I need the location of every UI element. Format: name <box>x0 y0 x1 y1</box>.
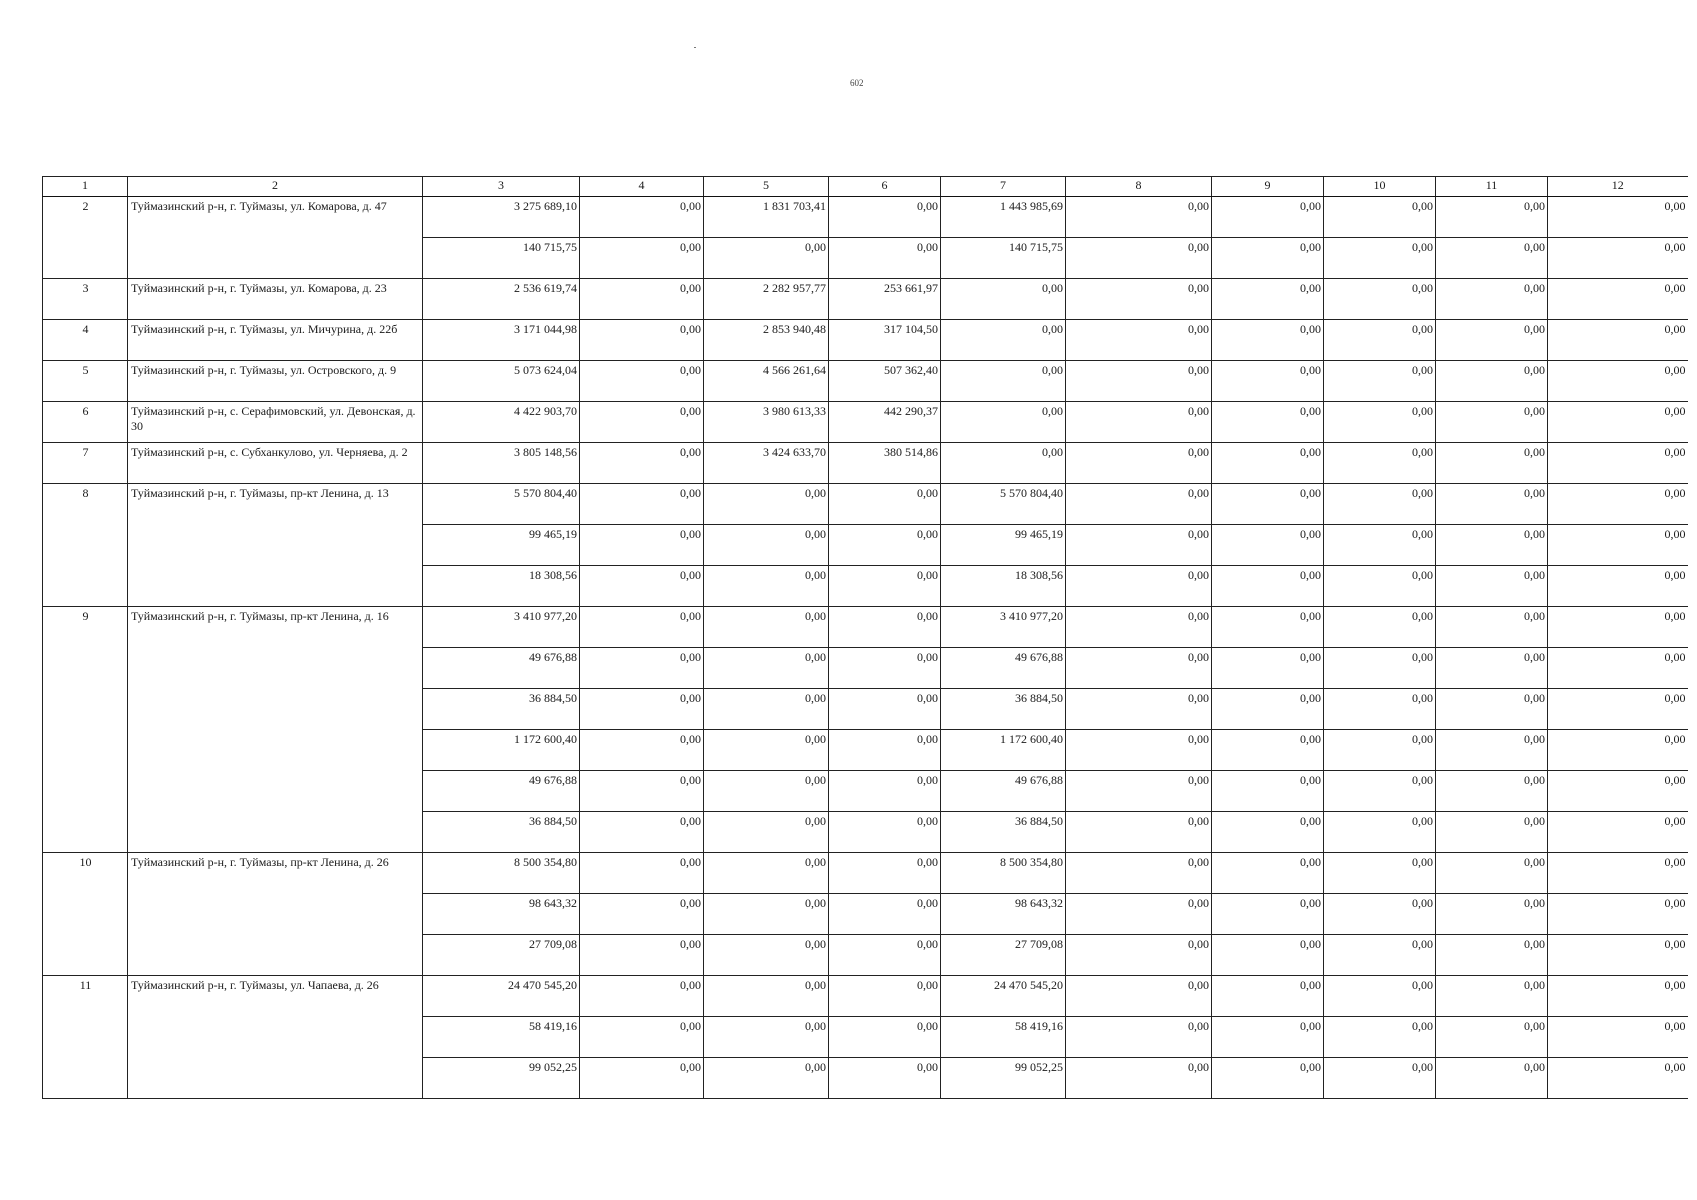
value-cell: 0,00 <box>1548 648 1688 689</box>
value-cell: 0,00 <box>829 894 941 935</box>
value-cell: 0,00 <box>1212 361 1324 402</box>
column-header: 12 <box>1548 177 1688 197</box>
value-cell: 0,00 <box>580 894 704 935</box>
value-cell: 0,00 <box>1212 771 1324 812</box>
value-cell: 0,00 <box>1324 935 1436 976</box>
value-cell: 0,00 <box>580 976 704 1017</box>
value-cell: 0,00 <box>704 566 829 607</box>
value-cell: 0,00 <box>580 443 704 484</box>
value-cell: 0,00 <box>1212 730 1324 771</box>
value-cell: 99 052,25 <box>941 1058 1066 1099</box>
value-cell: 0,00 <box>1548 525 1688 566</box>
value-cell: 36 884,50 <box>941 812 1066 853</box>
table-row <box>43 976 1688 1017</box>
value-cell: 1 172 600,40 <box>423 730 580 771</box>
value-cell: 0,00 <box>1212 648 1324 689</box>
row-number-cell: 2 <box>43 197 128 279</box>
value-cell: 0,00 <box>1436 812 1548 853</box>
value-cell: 0,00 <box>1548 894 1688 935</box>
column-header: 1 <box>43 177 128 197</box>
value-cell: 0,00 <box>1066 689 1212 730</box>
value-cell: 0,00 <box>1324 566 1436 607</box>
value-cell: 0,00 <box>1212 935 1324 976</box>
value-cell: 140 715,75 <box>941 238 1066 279</box>
value-cell: 58 419,16 <box>941 1017 1066 1058</box>
value-cell: 0,00 <box>1548 1058 1688 1099</box>
value-cell: 0,00 <box>941 320 1066 361</box>
value-cell: 0,00 <box>1436 484 1548 525</box>
value-cell: 0,00 <box>1066 279 1212 320</box>
value-cell: 98 643,32 <box>423 894 580 935</box>
value-cell: 0,00 <box>1324 894 1436 935</box>
value-cell: 0,00 <box>1212 1017 1324 1058</box>
value-cell: 0,00 <box>1436 1058 1548 1099</box>
row-number-cell: 11 <box>43 976 128 1099</box>
value-cell: 27 709,08 <box>423 935 580 976</box>
value-cell: 0,00 <box>704 238 829 279</box>
value-cell: 0,00 <box>1324 771 1436 812</box>
value-cell: 0,00 <box>704 894 829 935</box>
value-cell: 0,00 <box>1548 361 1688 402</box>
value-cell: 0,00 <box>704 648 829 689</box>
value-cell: 36 884,50 <box>423 812 580 853</box>
row-number-cell: 9 <box>43 607 128 853</box>
value-cell: 2 282 957,77 <box>704 279 829 320</box>
value-cell: 0,00 <box>1324 525 1436 566</box>
column-header: 4 <box>580 177 704 197</box>
address-cell: Туймазинский р-н, с. Серафимовский, ул. Девонская, д. 30 <box>128 402 423 443</box>
value-cell: 0,00 <box>1324 320 1436 361</box>
column-header: 5 <box>704 177 829 197</box>
value-cell: 0,00 <box>1212 238 1324 279</box>
table-row <box>43 320 1688 361</box>
value-cell: 0,00 <box>1436 566 1548 607</box>
value-cell: 0,00 <box>1436 238 1548 279</box>
value-cell: 99 052,25 <box>423 1058 580 1099</box>
row-number-cell: 10 <box>43 853 128 976</box>
value-cell: 0,00 <box>1066 935 1212 976</box>
value-cell: 0,00 <box>1436 730 1548 771</box>
value-cell: 0,00 <box>1066 197 1212 238</box>
value-cell: 0,00 <box>1548 484 1688 525</box>
column-header: 8 <box>1066 177 1212 197</box>
row-number-cell: 7 <box>43 443 128 484</box>
value-cell: 0,00 <box>1548 771 1688 812</box>
value-cell: 3 980 613,33 <box>704 402 829 443</box>
value-cell: 0,00 <box>1436 689 1548 730</box>
value-cell: 0,00 <box>1436 976 1548 1017</box>
value-cell: 0,00 <box>1548 812 1688 853</box>
value-cell: 0,00 <box>1324 238 1436 279</box>
value-cell: 0,00 <box>1324 197 1436 238</box>
value-cell: 0,00 <box>829 197 941 238</box>
value-cell: 0,00 <box>1324 443 1436 484</box>
value-cell: 99 465,19 <box>423 525 580 566</box>
value-cell: 49 676,88 <box>941 771 1066 812</box>
value-cell: 0,00 <box>941 279 1066 320</box>
value-cell: 0,00 <box>1548 607 1688 648</box>
table-row <box>43 197 1688 238</box>
value-cell: 1 172 600,40 <box>941 730 1066 771</box>
value-cell: 0,00 <box>704 976 829 1017</box>
value-cell: 0,00 <box>1324 279 1436 320</box>
value-cell: 0,00 <box>1324 730 1436 771</box>
value-cell: 0,00 <box>1436 853 1548 894</box>
value-cell: 0,00 <box>829 525 941 566</box>
value-cell: 2 853 940,48 <box>704 320 829 361</box>
value-cell: 36 884,50 <box>941 689 1066 730</box>
value-cell: 0,00 <box>829 648 941 689</box>
value-cell: 1 831 703,41 <box>704 197 829 238</box>
value-cell: 0,00 <box>1066 607 1212 648</box>
value-cell: 0,00 <box>1548 279 1688 320</box>
value-cell: 0,00 <box>580 484 704 525</box>
value-cell: 0,00 <box>1324 402 1436 443</box>
value-cell: 0,00 <box>580 607 704 648</box>
value-cell: 2 536 619,74 <box>423 279 580 320</box>
value-cell: 3 410 977,20 <box>941 607 1066 648</box>
value-cell: 0,00 <box>1066 976 1212 1017</box>
row-number-cell: 4 <box>43 320 128 361</box>
value-cell: 0,00 <box>1212 894 1324 935</box>
value-cell: 3 171 044,98 <box>423 320 580 361</box>
value-cell: 0,00 <box>704 771 829 812</box>
value-cell: 0,00 <box>829 812 941 853</box>
value-cell: 0,00 <box>704 1017 829 1058</box>
value-cell: 0,00 <box>829 730 941 771</box>
value-cell: 0,00 <box>1436 894 1548 935</box>
value-cell: 4 566 261,64 <box>704 361 829 402</box>
table-row <box>43 443 1688 484</box>
value-cell: 98 643,32 <box>941 894 1066 935</box>
value-cell: 380 514,86 <box>829 443 941 484</box>
value-cell: 24 470 545,20 <box>941 976 1066 1017</box>
value-cell: 0,00 <box>580 1058 704 1099</box>
value-cell: 0,00 <box>1066 648 1212 689</box>
value-cell: 0,00 <box>1548 689 1688 730</box>
value-cell: 0,00 <box>1212 689 1324 730</box>
value-cell: 0,00 <box>1212 976 1324 1017</box>
value-cell: 0,00 <box>1066 1017 1212 1058</box>
value-cell: 0,00 <box>704 730 829 771</box>
value-cell: 0,00 <box>1436 443 1548 484</box>
column-header: 11 <box>1436 177 1548 197</box>
value-cell: 0,00 <box>1436 771 1548 812</box>
value-cell: 0,00 <box>580 525 704 566</box>
value-cell: 3 410 977,20 <box>423 607 580 648</box>
value-cell: 0,00 <box>1436 607 1548 648</box>
value-cell: 0,00 <box>580 566 704 607</box>
value-cell: 0,00 <box>829 1017 941 1058</box>
table-row <box>43 607 1688 648</box>
table-row <box>43 484 1688 525</box>
value-cell: 0,00 <box>1436 279 1548 320</box>
value-cell: 24 470 545,20 <box>423 976 580 1017</box>
value-cell: 0,00 <box>1212 443 1324 484</box>
value-cell: 0,00 <box>829 607 941 648</box>
value-cell: 140 715,75 <box>423 238 580 279</box>
value-cell: 0,00 <box>829 853 941 894</box>
value-cell: 0,00 <box>1066 771 1212 812</box>
page-number: 602 <box>850 78 864 88</box>
value-cell: 0,00 <box>1324 812 1436 853</box>
value-cell: 49 676,88 <box>423 771 580 812</box>
address-cell: Туймазинский р-н, г. Туймазы, ул. Мичурина, д. 22б <box>128 320 423 361</box>
value-cell: 0,00 <box>1212 525 1324 566</box>
value-cell: 0,00 <box>580 689 704 730</box>
column-header: 3 <box>423 177 580 197</box>
value-cell: 0,00 <box>1066 484 1212 525</box>
value-cell: 36 884,50 <box>423 689 580 730</box>
column-header: 10 <box>1324 177 1436 197</box>
value-cell: 0,00 <box>704 525 829 566</box>
value-cell: 0,00 <box>1212 566 1324 607</box>
value-cell: 0,00 <box>1212 402 1324 443</box>
table-row <box>43 279 1688 320</box>
value-cell: 0,00 <box>580 402 704 443</box>
value-cell: 0,00 <box>941 443 1066 484</box>
value-cell: 0,00 <box>829 484 941 525</box>
value-cell: 0,00 <box>1548 320 1688 361</box>
table-row <box>43 853 1688 894</box>
address-cell: Туймазинский р-н, г. Туймазы, пр-кт Ленина, д. 26 <box>128 853 423 976</box>
column-header: 7 <box>941 177 1066 197</box>
value-cell: 0,00 <box>704 812 829 853</box>
value-cell: 0,00 <box>580 279 704 320</box>
value-cell: 0,00 <box>1548 1017 1688 1058</box>
value-cell: 0,00 <box>1212 1058 1324 1099</box>
value-cell: 0,00 <box>1548 976 1688 1017</box>
value-cell: 8 500 354,80 <box>941 853 1066 894</box>
value-cell: 0,00 <box>1066 853 1212 894</box>
value-cell: 0,00 <box>829 1058 941 1099</box>
value-cell: 49 676,88 <box>941 648 1066 689</box>
row-number-cell: 8 <box>43 484 128 607</box>
value-cell: 0,00 <box>1436 648 1548 689</box>
row-number-cell: 6 <box>43 402 128 443</box>
value-cell: 27 709,08 <box>941 935 1066 976</box>
value-cell: 0,00 <box>829 935 941 976</box>
address-cell: Туймазинский р-н, г. Туймазы, пр-кт Ленина, д. 13 <box>128 484 423 607</box>
value-cell: 0,00 <box>829 566 941 607</box>
value-cell: 0,00 <box>1212 853 1324 894</box>
column-number-row <box>43 177 1688 197</box>
value-cell: 0,00 <box>704 853 829 894</box>
value-cell: 0,00 <box>1324 361 1436 402</box>
value-cell: 0,00 <box>1066 566 1212 607</box>
value-cell: 0,00 <box>704 484 829 525</box>
value-cell: 0,00 <box>1066 812 1212 853</box>
value-cell: 0,00 <box>1324 484 1436 525</box>
column-header: 6 <box>829 177 941 197</box>
value-cell: 0,00 <box>1548 402 1688 443</box>
value-cell: 3 275 689,10 <box>423 197 580 238</box>
value-cell: 0,00 <box>1548 443 1688 484</box>
value-cell: 0,00 <box>1436 935 1548 976</box>
value-cell: 4 422 903,70 <box>423 402 580 443</box>
value-cell: 0,00 <box>1324 1017 1436 1058</box>
value-cell: 253 661,97 <box>829 279 941 320</box>
column-header: 9 <box>1212 177 1324 197</box>
value-cell: 0,00 <box>829 976 941 1017</box>
value-cell: 0,00 <box>1066 894 1212 935</box>
value-cell: 0,00 <box>1324 1058 1436 1099</box>
value-cell: 0,00 <box>1212 320 1324 361</box>
value-cell: 0,00 <box>580 812 704 853</box>
value-cell: 0,00 <box>1324 853 1436 894</box>
value-cell: 0,00 <box>1548 238 1688 279</box>
value-cell: 0,00 <box>1548 730 1688 771</box>
value-cell: 0,00 <box>1212 197 1324 238</box>
value-cell: 507 362,40 <box>829 361 941 402</box>
value-cell: 0,00 <box>580 648 704 689</box>
value-cell: 0,00 <box>580 853 704 894</box>
value-cell: 0,00 <box>1436 361 1548 402</box>
value-cell: 0,00 <box>1548 853 1688 894</box>
value-cell: 0,00 <box>941 361 1066 402</box>
value-cell: 0,00 <box>1324 689 1436 730</box>
value-cell: 0,00 <box>1212 279 1324 320</box>
value-cell: 0,00 <box>1212 812 1324 853</box>
value-cell: 18 308,56 <box>423 566 580 607</box>
value-cell: 3 424 633,70 <box>704 443 829 484</box>
value-cell: 0,00 <box>1066 238 1212 279</box>
value-cell: 58 419,16 <box>423 1017 580 1058</box>
value-cell: 0,00 <box>829 689 941 730</box>
value-cell: 0,00 <box>580 238 704 279</box>
value-cell: 0,00 <box>1436 402 1548 443</box>
value-cell: 317 104,50 <box>829 320 941 361</box>
value-cell: 0,00 <box>829 771 941 812</box>
value-cell: 0,00 <box>580 935 704 976</box>
value-cell: 0,00 <box>941 402 1066 443</box>
value-cell: 0,00 <box>704 607 829 648</box>
value-cell: 0,00 <box>1548 197 1688 238</box>
value-cell: 0,00 <box>580 197 704 238</box>
value-cell: 99 465,19 <box>941 525 1066 566</box>
value-cell: 0,00 <box>580 730 704 771</box>
value-cell: 0,00 <box>1066 1058 1212 1099</box>
value-cell: 0,00 <box>580 1017 704 1058</box>
value-cell: 0,00 <box>704 689 829 730</box>
value-cell: 0,00 <box>1548 566 1688 607</box>
value-cell: 0,00 <box>1436 197 1548 238</box>
value-cell: 0,00 <box>704 1058 829 1099</box>
scan-speck <box>694 47 696 48</box>
table-row <box>43 402 1688 443</box>
row-number-cell: 5 <box>43 361 128 402</box>
value-cell: 0,00 <box>1066 443 1212 484</box>
row-number-cell: 3 <box>43 279 128 320</box>
value-cell: 0,00 <box>1212 484 1324 525</box>
column-header: 2 <box>128 177 423 197</box>
value-cell: 5 570 804,40 <box>941 484 1066 525</box>
address-cell: Туймазинский р-н, г. Туймазы, ул. Островского, д. 9 <box>128 361 423 402</box>
data-table <box>42 176 1688 1099</box>
value-cell: 0,00 <box>1324 648 1436 689</box>
value-cell: 3 805 148,56 <box>423 443 580 484</box>
value-cell: 49 676,88 <box>423 648 580 689</box>
address-cell: Туймазинский р-н, г. Туймазы, пр-кт Ленина, д. 16 <box>128 607 423 853</box>
value-cell: 0,00 <box>580 771 704 812</box>
value-cell: 0,00 <box>1324 607 1436 648</box>
value-cell: 0,00 <box>1066 320 1212 361</box>
table-row <box>43 361 1688 402</box>
value-cell: 442 290,37 <box>829 402 941 443</box>
value-cell: 0,00 <box>1324 976 1436 1017</box>
value-cell: 0,00 <box>1436 1017 1548 1058</box>
value-cell: 0,00 <box>1436 525 1548 566</box>
value-cell: 0,00 <box>1066 402 1212 443</box>
value-cell: 1 443 985,69 <box>941 197 1066 238</box>
value-cell: 5 073 624,04 <box>423 361 580 402</box>
value-cell: 0,00 <box>580 361 704 402</box>
value-cell: 18 308,56 <box>941 566 1066 607</box>
value-cell: 0,00 <box>704 935 829 976</box>
value-cell: 0,00 <box>1436 320 1548 361</box>
value-cell: 0,00 <box>829 238 941 279</box>
address-cell: Туймазинский р-н, г. Туймазы, ул. Комарова, д. 23 <box>128 279 423 320</box>
value-cell: 0,00 <box>580 320 704 361</box>
value-cell: 0,00 <box>1066 730 1212 771</box>
value-cell: 0,00 <box>1066 525 1212 566</box>
value-cell: 8 500 354,80 <box>423 853 580 894</box>
table-body <box>43 177 1688 1099</box>
address-cell: Туймазинский р-н, г. Туймазы, ул. Чапаева, д. 26 <box>128 976 423 1099</box>
address-cell: Туймазинский р-н, г. Туймазы, ул. Комарова, д. 47 <box>128 197 423 279</box>
value-cell: 0,00 <box>1212 607 1324 648</box>
address-cell: Туймазинский р-н, с. Субханкулово, ул. Черняева, д. 2 <box>128 443 423 484</box>
value-cell: 0,00 <box>1548 935 1688 976</box>
value-cell: 5 570 804,40 <box>423 484 580 525</box>
value-cell: 0,00 <box>1066 361 1212 402</box>
